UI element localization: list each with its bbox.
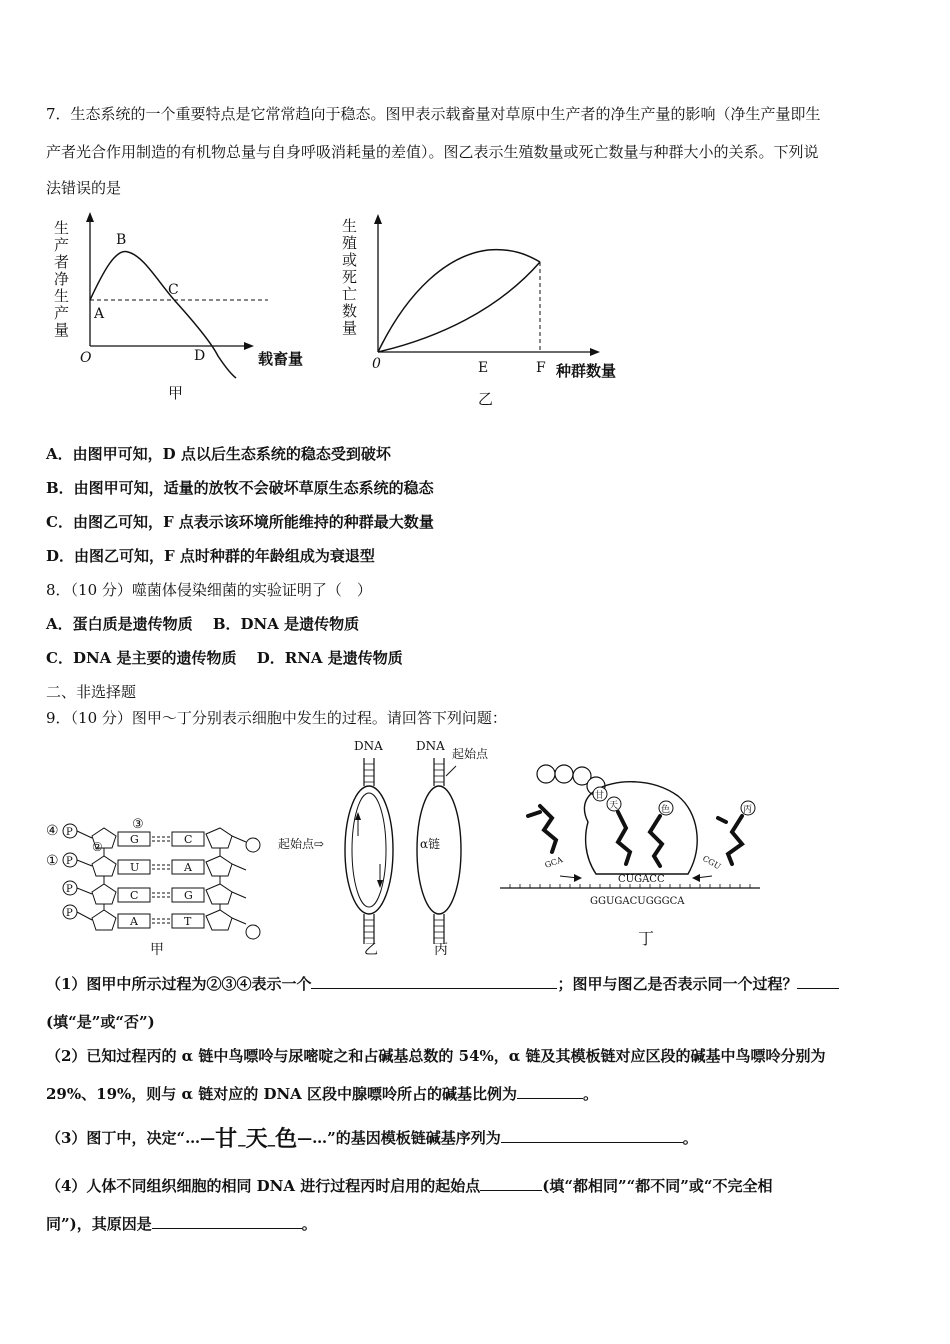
phosphate-label: P: [66, 827, 73, 838]
jia-origin: O: [80, 350, 92, 366]
q9-p3c: 。: [682, 1129, 698, 1147]
left-base-boxes: [118, 832, 150, 928]
q9-ding-caption: 丁: [638, 929, 655, 948]
right-backbone: [220, 836, 246, 924]
jia-point-a: A: [94, 306, 105, 322]
ding-codons: CUGACC: [618, 874, 665, 885]
right-phosphates: [246, 838, 260, 939]
yi-ylabel-char: 死: [342, 268, 358, 286]
q7-figure-jia: [46, 210, 326, 410]
q7-jia-ylabel: [54, 219, 69, 339]
jia-ylabel-char: 量: [54, 321, 70, 339]
q7-yi-ylabel: [342, 217, 357, 337]
p3-word-tian: 天: [245, 1126, 268, 1152]
bing-dna-rungs: [434, 764, 444, 938]
jia-caption: 甲: [168, 384, 184, 402]
q9-p2c: 。: [583, 1085, 599, 1103]
amino-gan-label: 甘: [595, 791, 605, 801]
q7-figure-yi: [338, 210, 638, 410]
yi-point-e: E: [478, 360, 489, 376]
q7-option-c: C．由图乙可知，F 点表示该环境所能维持的种群最大数量: [46, 513, 434, 531]
q9-blank-2[interactable]: [797, 974, 839, 989]
circled-1: ①: [46, 853, 59, 869]
hydrogen-bonds: [152, 837, 170, 923]
q9-p4a: （4）人体不同组织细胞的相同 DNA 进行过程丙时启用的起始点: [46, 1177, 481, 1195]
q8-stem: 8．（10 分）噬菌体侵染细菌的实验证明了（ ）: [46, 581, 372, 599]
circled-3: ③: [132, 817, 144, 832]
jia-y-arrow: [86, 212, 94, 222]
anticodon-left: GCA: [543, 855, 564, 870]
yi-bubble-inner: [352, 793, 386, 907]
yi-xlabel: 种群数量: [556, 362, 617, 380]
jia-point-b: B: [116, 232, 127, 248]
left-base: U: [130, 861, 140, 874]
arrow-right-head: [692, 874, 700, 882]
q9-figure-bing: [412, 736, 512, 960]
q9-yi-caption: 乙: [364, 942, 378, 958]
jia-curve: [90, 252, 236, 378]
yi-ylabel-char: 数: [342, 302, 358, 320]
yi-ylabel-char: 殖: [342, 234, 358, 252]
q9-p3a: （3）图丁中，决定“…—: [46, 1129, 216, 1147]
yi-ylabel-char: 生: [342, 217, 358, 235]
q9-part4-line1: [46, 1176, 908, 1196]
jia-ylabel-char: 产: [54, 304, 70, 322]
q9-p2b: 29%、19%，则与 α 链对应的 DNA 区段中腺嘌呤所占的碱基比例为: [46, 1085, 518, 1103]
q9-jia-caption: 甲: [150, 942, 164, 958]
q9-blank-4[interactable]: [501, 1128, 683, 1143]
left-base: A: [130, 915, 138, 928]
q9-blank-5[interactable]: [480, 1176, 542, 1191]
q7-line2: 产者光合作用制造的有机物总量与自身呼吸消耗量的差值）。图乙表示生殖数量或死亡数量与种群大小的关系。下列说: [46, 143, 819, 161]
p3-word-se: 色: [275, 1126, 298, 1152]
bing-start-arrow: [446, 766, 456, 776]
phosphate-label: P: [66, 908, 73, 919]
p3-word-gan: 甘: [215, 1126, 239, 1152]
amino-se-label: 色: [661, 805, 671, 815]
bing-start-label: 起始点: [452, 747, 489, 761]
jia-x-arrow: [244, 342, 254, 350]
sugar-pentagons-right: [206, 828, 232, 930]
q9-part1-line1: [46, 974, 908, 994]
q8-options-row1: A．蛋白质是遗传物质 B．DNA 是遗传物质: [46, 615, 360, 633]
q9-p4b: (填“都相同”“都不同”或“不完全相: [542, 1177, 773, 1195]
q7-option-d: D．由图乙可知，F 点时种群的年龄组成为衰退型: [46, 547, 375, 565]
phosphate-links: [77, 831, 92, 920]
q9-part3: [46, 1126, 908, 1152]
jia-xlabel: 载畜量: [258, 350, 304, 368]
amino-bing-label: 丙: [743, 805, 753, 815]
p3-dash: _: [267, 1129, 276, 1147]
q9-part2-line2: [46, 1084, 908, 1104]
q7-option-b: B．由图甲可知，适量的放牧不会破坏草原生态系统的稳态: [46, 479, 434, 497]
bing-alpha-chain: α链: [420, 837, 441, 851]
q9-stem: 9．（10 分）图甲～丁分别表示细胞中发生的过程。请回答下列问题：: [46, 709, 507, 727]
jia-ylabel-char: 产: [54, 236, 70, 254]
jia-ylabel-char: 生: [54, 287, 70, 305]
q9-figure-jia: [46, 812, 276, 962]
right-base: C: [184, 833, 193, 846]
right-base-boxes: [172, 832, 204, 928]
amino-tian-label: 天: [609, 801, 619, 811]
anticodon-right: CGU: [701, 853, 723, 872]
yi-origin: 0: [372, 356, 381, 372]
q9-p4d: 。: [301, 1215, 317, 1233]
jia-ylabel-char: 净: [54, 270, 70, 288]
q9-p3b: —…”的基因模板链碱基序列为: [297, 1129, 501, 1147]
q9-p2a: （2）已知过程丙的 α 链中鸟嘌呤与尿嘧啶之和占碱基总数的 54%，α 链及其模板链对应区段的碱基中鸟嘌呤分别为: [46, 1047, 826, 1065]
phosphate-group: [63, 824, 77, 919]
ding-template: GGUGACUGGGCA: [590, 896, 685, 907]
q9-blank-1[interactable]: [311, 974, 557, 989]
q7-option-a: A．由图甲可知，D 点以后生态系统的稳态受到破坏: [46, 445, 391, 463]
jia-point-d: D: [194, 348, 206, 364]
q9-p1c: (填“是”或“否”): [46, 1013, 155, 1031]
q9-p4c: 同”)，其原因是: [46, 1215, 152, 1233]
yi-dna-label: DNA: [354, 739, 383, 753]
yi-caption: 乙: [478, 390, 494, 408]
q8-options-row2: C．DNA 是主要的遗传物质 D．RNA 是遗传物质: [46, 649, 403, 667]
arrow-left-head: [574, 874, 582, 882]
circled-4: ④: [46, 823, 59, 839]
q9-bing-caption: 丙: [434, 942, 448, 958]
q9-p1b: ；图甲与图乙是否表示同一个过程？: [557, 975, 798, 993]
p3-dash: _: [238, 1129, 246, 1147]
q7-line3: 法错误的是: [46, 179, 122, 197]
yi-x-arrow: [590, 348, 600, 356]
left-base: G: [130, 833, 139, 846]
q9-figure-yi: [278, 736, 408, 960]
section-heading: 二、非选择题: [46, 683, 137, 701]
q9-blank-6[interactable]: [152, 1214, 302, 1229]
yi-start-label: 起始点⇨: [278, 837, 325, 851]
yi-dna-rungs: [364, 764, 374, 938]
yi-direction-arrows: [358, 816, 380, 884]
phosphate-label: P: [66, 856, 73, 867]
q9-part4-line2: [46, 1214, 908, 1234]
q9-figure-ding: [500, 756, 770, 958]
right-base: A: [184, 861, 192, 874]
right-base: T: [184, 915, 192, 928]
bing-dna-label: DNA: [416, 739, 445, 753]
yi-death-curve: [378, 262, 540, 352]
right-base: G: [184, 889, 193, 902]
q9-blank-3[interactable]: [517, 1084, 583, 1099]
jia-ylabel-char: 生: [54, 219, 70, 237]
phosphate-label: P: [66, 884, 73, 895]
yi-ylabel-char: 或: [342, 251, 358, 269]
q9-p1a: （1）图甲中所示过程为②③④表示一个: [46, 975, 312, 993]
q7-line1: 7．生态系统的一个重要特点是它常常趋向于稳态。图甲表示载畜量对草原中生产者的净生产量的影响（净生产量即生: [46, 105, 821, 123]
circled-2: ②: [92, 840, 103, 854]
yi-point-f: F: [536, 360, 546, 376]
yi-birth-curve: [378, 250, 540, 352]
yi-y-arrow: [374, 214, 382, 224]
left-base: C: [130, 889, 139, 902]
jia-ylabel-char: 者: [54, 253, 70, 271]
yi-ylabel-char: 亡: [342, 285, 358, 303]
yi-ylabel-char: 量: [342, 319, 358, 337]
jia-point-c: C: [168, 282, 179, 298]
